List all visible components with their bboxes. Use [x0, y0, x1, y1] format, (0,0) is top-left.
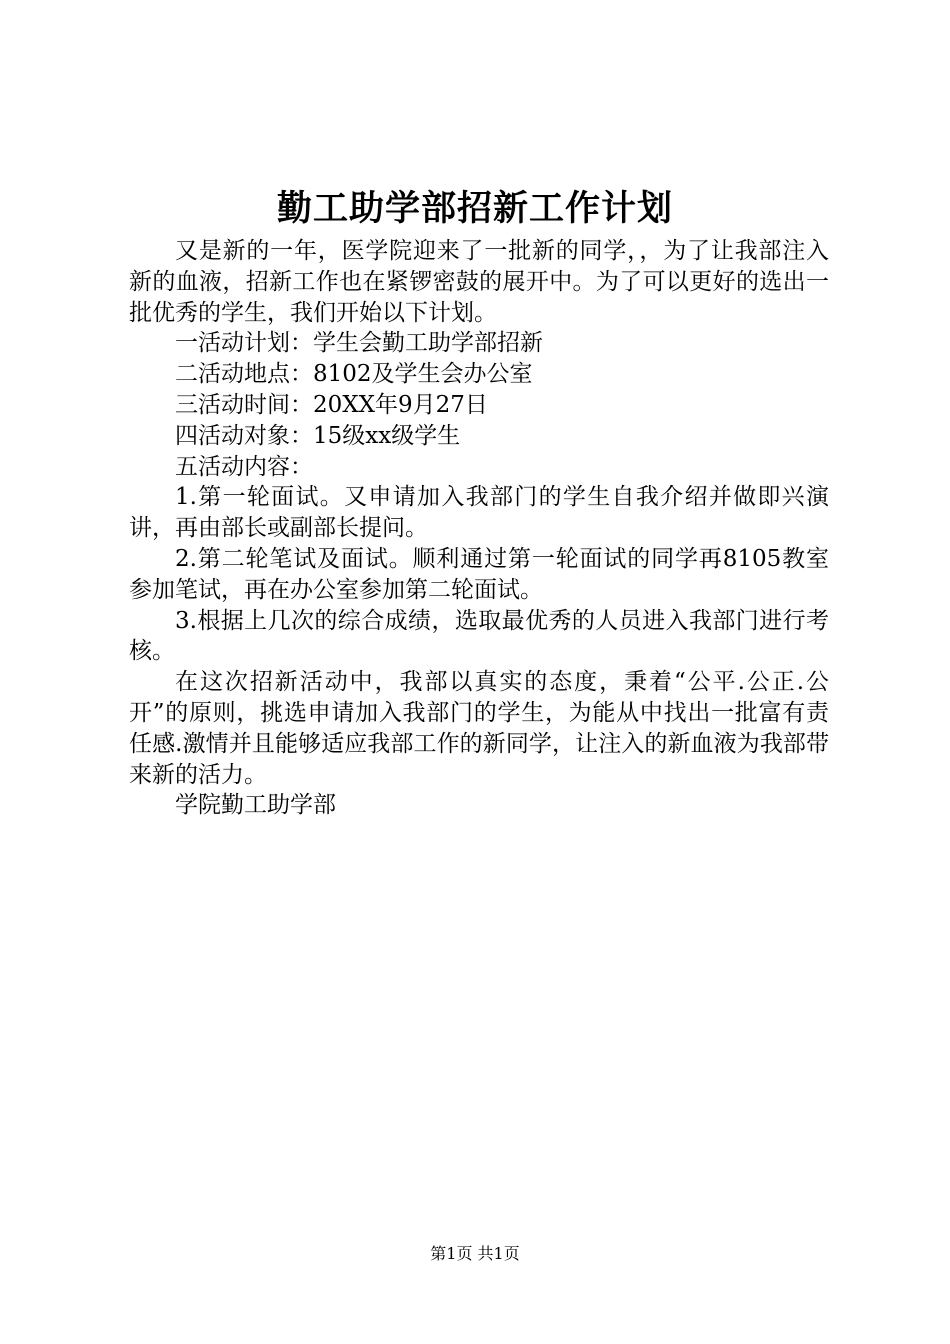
- document-body: [129, 236, 829, 821]
- content-item-2: 2.第二轮笔试及面试。顺利通过第一轮面试的同学再8105教室参加笔试，再在办公室参加第二轮面试。: [129, 545, 829, 603]
- intro-paragraph: 又是新的一年，医学院迎来了一批新的同学，，为了让我部注入新的血液，招新工作也在紧锣密鼓的展开中。为了可以更好的选出一批优秀的学生，我们开始以下计划。: [129, 238, 829, 326]
- activity-location-line: 二活动地点：8102及学生会办公室: [175, 361, 533, 388]
- activity-plan-line: 一活动计划：学生会勤工助学部招新: [175, 330, 543, 357]
- signature-line: 学院勤工助学部: [175, 792, 336, 819]
- activity-time-line: 三活动时间：20XX年9月27日: [175, 391, 488, 418]
- page-footer: 第1页 共1页: [430, 1244, 520, 1263]
- document-title: 勤工助学部招新工作计划: [276, 188, 673, 229]
- closing-paragraph: 在这次招新活动中，我部以真实的态度，秉着“公平.公正.公开”的原则，挑选申请加入我部门的学生，为能从中找出一批富有责任感.激情并且能够适应我部工作的新同学，让注入的新血液为我部带来新的活力。: [129, 669, 829, 788]
- content-item-3: 3.根据上几次的综合成绩，选取最优秀的人员进入我部门进行考核。: [129, 607, 829, 665]
- content-item-1: 1.第一轮面试。又申请加入我部门的学生自我介绍并做即兴演讲，再由部长或副部长提问。: [129, 484, 829, 542]
- activity-content-heading: 五活动内容：: [175, 453, 313, 480]
- activity-target-line: 四活动对象：15级xx级学生: [175, 422, 461, 449]
